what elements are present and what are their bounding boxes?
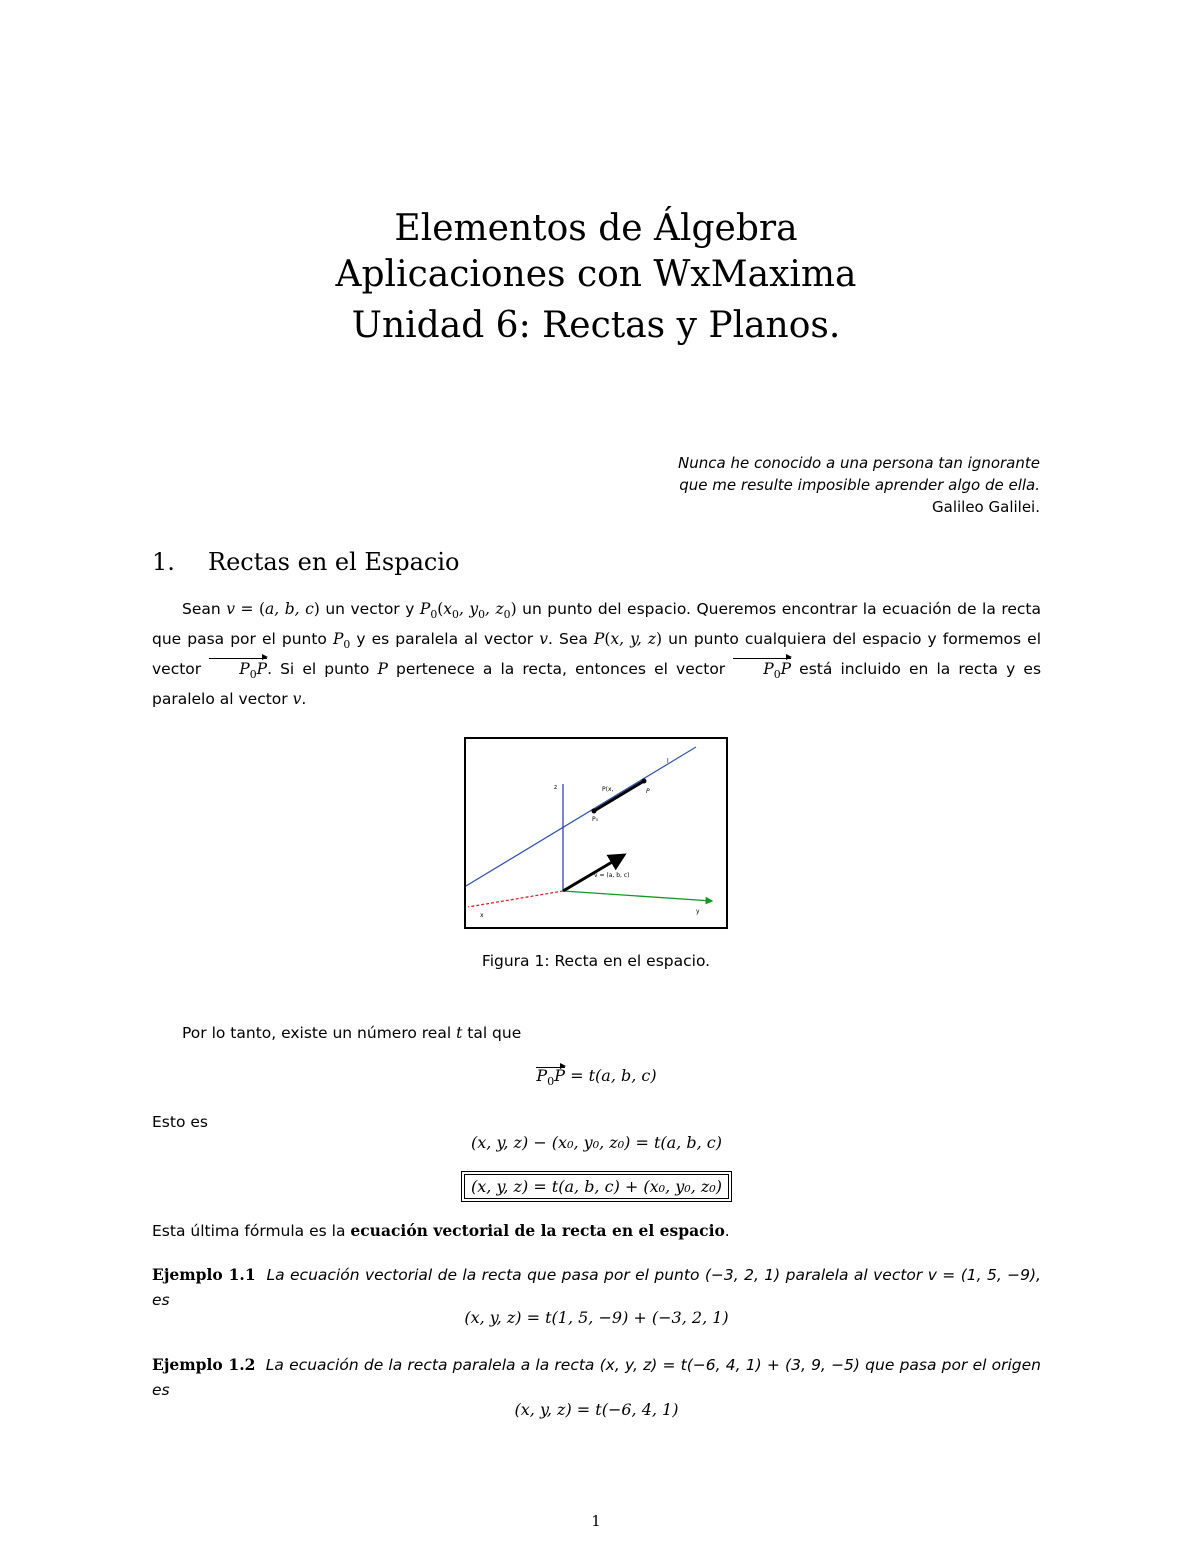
example-1-2-equation: (x, y, z) = t(−6, 4, 1) [514, 1400, 679, 1419]
figure-line-in-space [464, 737, 728, 929]
example-1-1 [152, 1262, 1041, 1313]
quote-line-2: que me resulte imposible aprender algo de ella. [679, 476, 1040, 494]
equation-1: $P_0P = t(a$, b, c) [536, 1066, 657, 1089]
page-number: 1 [591, 1512, 601, 1530]
label-pxyz: P(x, [602, 786, 614, 793]
example-1-2-head: Ejemplo 1.2 [152, 1355, 256, 1374]
y-axis [563, 891, 712, 901]
quote-line-1: Nunca he conocido a una persona tan ignorante [678, 454, 1040, 472]
label-z: z [554, 784, 558, 791]
quote-author: Galileo Galilei. [932, 498, 1040, 516]
title-line-3: Unidad 6: Rectas y Planos. [351, 305, 841, 346]
point-p0 [592, 809, 597, 814]
boxed-equation: (x, y, z) = t(a, b, c) + (x₀, y₀, z₀) [464, 1174, 729, 1199]
example-1-1-head: Ejemplo 1.1 [152, 1265, 256, 1284]
example-1-1-text: La ecuación vectorial de la recta que pasa por el punto (−3, 2, 1) paralela al vector v = (1, 5, −9), es [152, 1266, 1041, 1309]
label-p0: P₀ [592, 816, 599, 823]
label-v: v = (a, b, c) [594, 872, 630, 879]
label-x: x [480, 912, 484, 919]
figure-caption: Figura 1: Recta en el espacio. [481, 952, 711, 970]
vectorial-paragraph: Esta última fórmula es la ecuación vectorial de la recta en el espacio. [152, 1221, 730, 1240]
esto-es: Esto es [152, 1113, 208, 1131]
section-number: 1. [152, 548, 175, 576]
point-p [642, 779, 647, 784]
intro-paragraph: Sean v = (a, b, c) un vector y $P_0(x_0$, $y_0$, $z_0$) un punto del espacio. Queremos encontrar la ecuación de la recta que pasa por el punto $P_0$ y es paralela al vector v. Sea P(x, y, z) un punto cualquiera del espacio y formemos el vector $P_0P$. Si el punto P pertenece a la recta, entonces el vector $P_0P$ está incluido en la recta y es paralelo al vector v. [152, 600, 1042, 709]
example-1-2-text: La ecuación de la recta paralela a la recta (x, y, z) = t(−6, 4, 1) + (3, 9, −5) que pasa por el origen es [152, 1356, 1041, 1399]
therefore-paragraph: Por lo tanto, existe un número real t tal que [182, 1024, 522, 1042]
label-l: l [667, 758, 669, 765]
line-l [466, 747, 696, 886]
label-y: y [696, 908, 700, 915]
label-p: P [646, 788, 650, 795]
section-heading [152, 548, 459, 576]
equation-2: (x, y, z) − (x₀, y₀, z₀) = t(a, b, c) [471, 1133, 722, 1152]
figure-diagram [466, 739, 726, 927]
section-title: Rectas en el Espacio [208, 548, 460, 576]
example-1-2 [152, 1352, 1041, 1403]
title-line-1: Elementos de Álgebra [394, 208, 798, 249]
title-line-2: Aplicaciones con WxMaxima [335, 254, 857, 295]
equation-3-boxed [152, 1174, 1041, 1199]
example-1-1-equation: (x, y, z) = t(1, 5, −9) + (−3, 2, 1) [464, 1308, 729, 1327]
x-axis [468, 891, 563, 907]
